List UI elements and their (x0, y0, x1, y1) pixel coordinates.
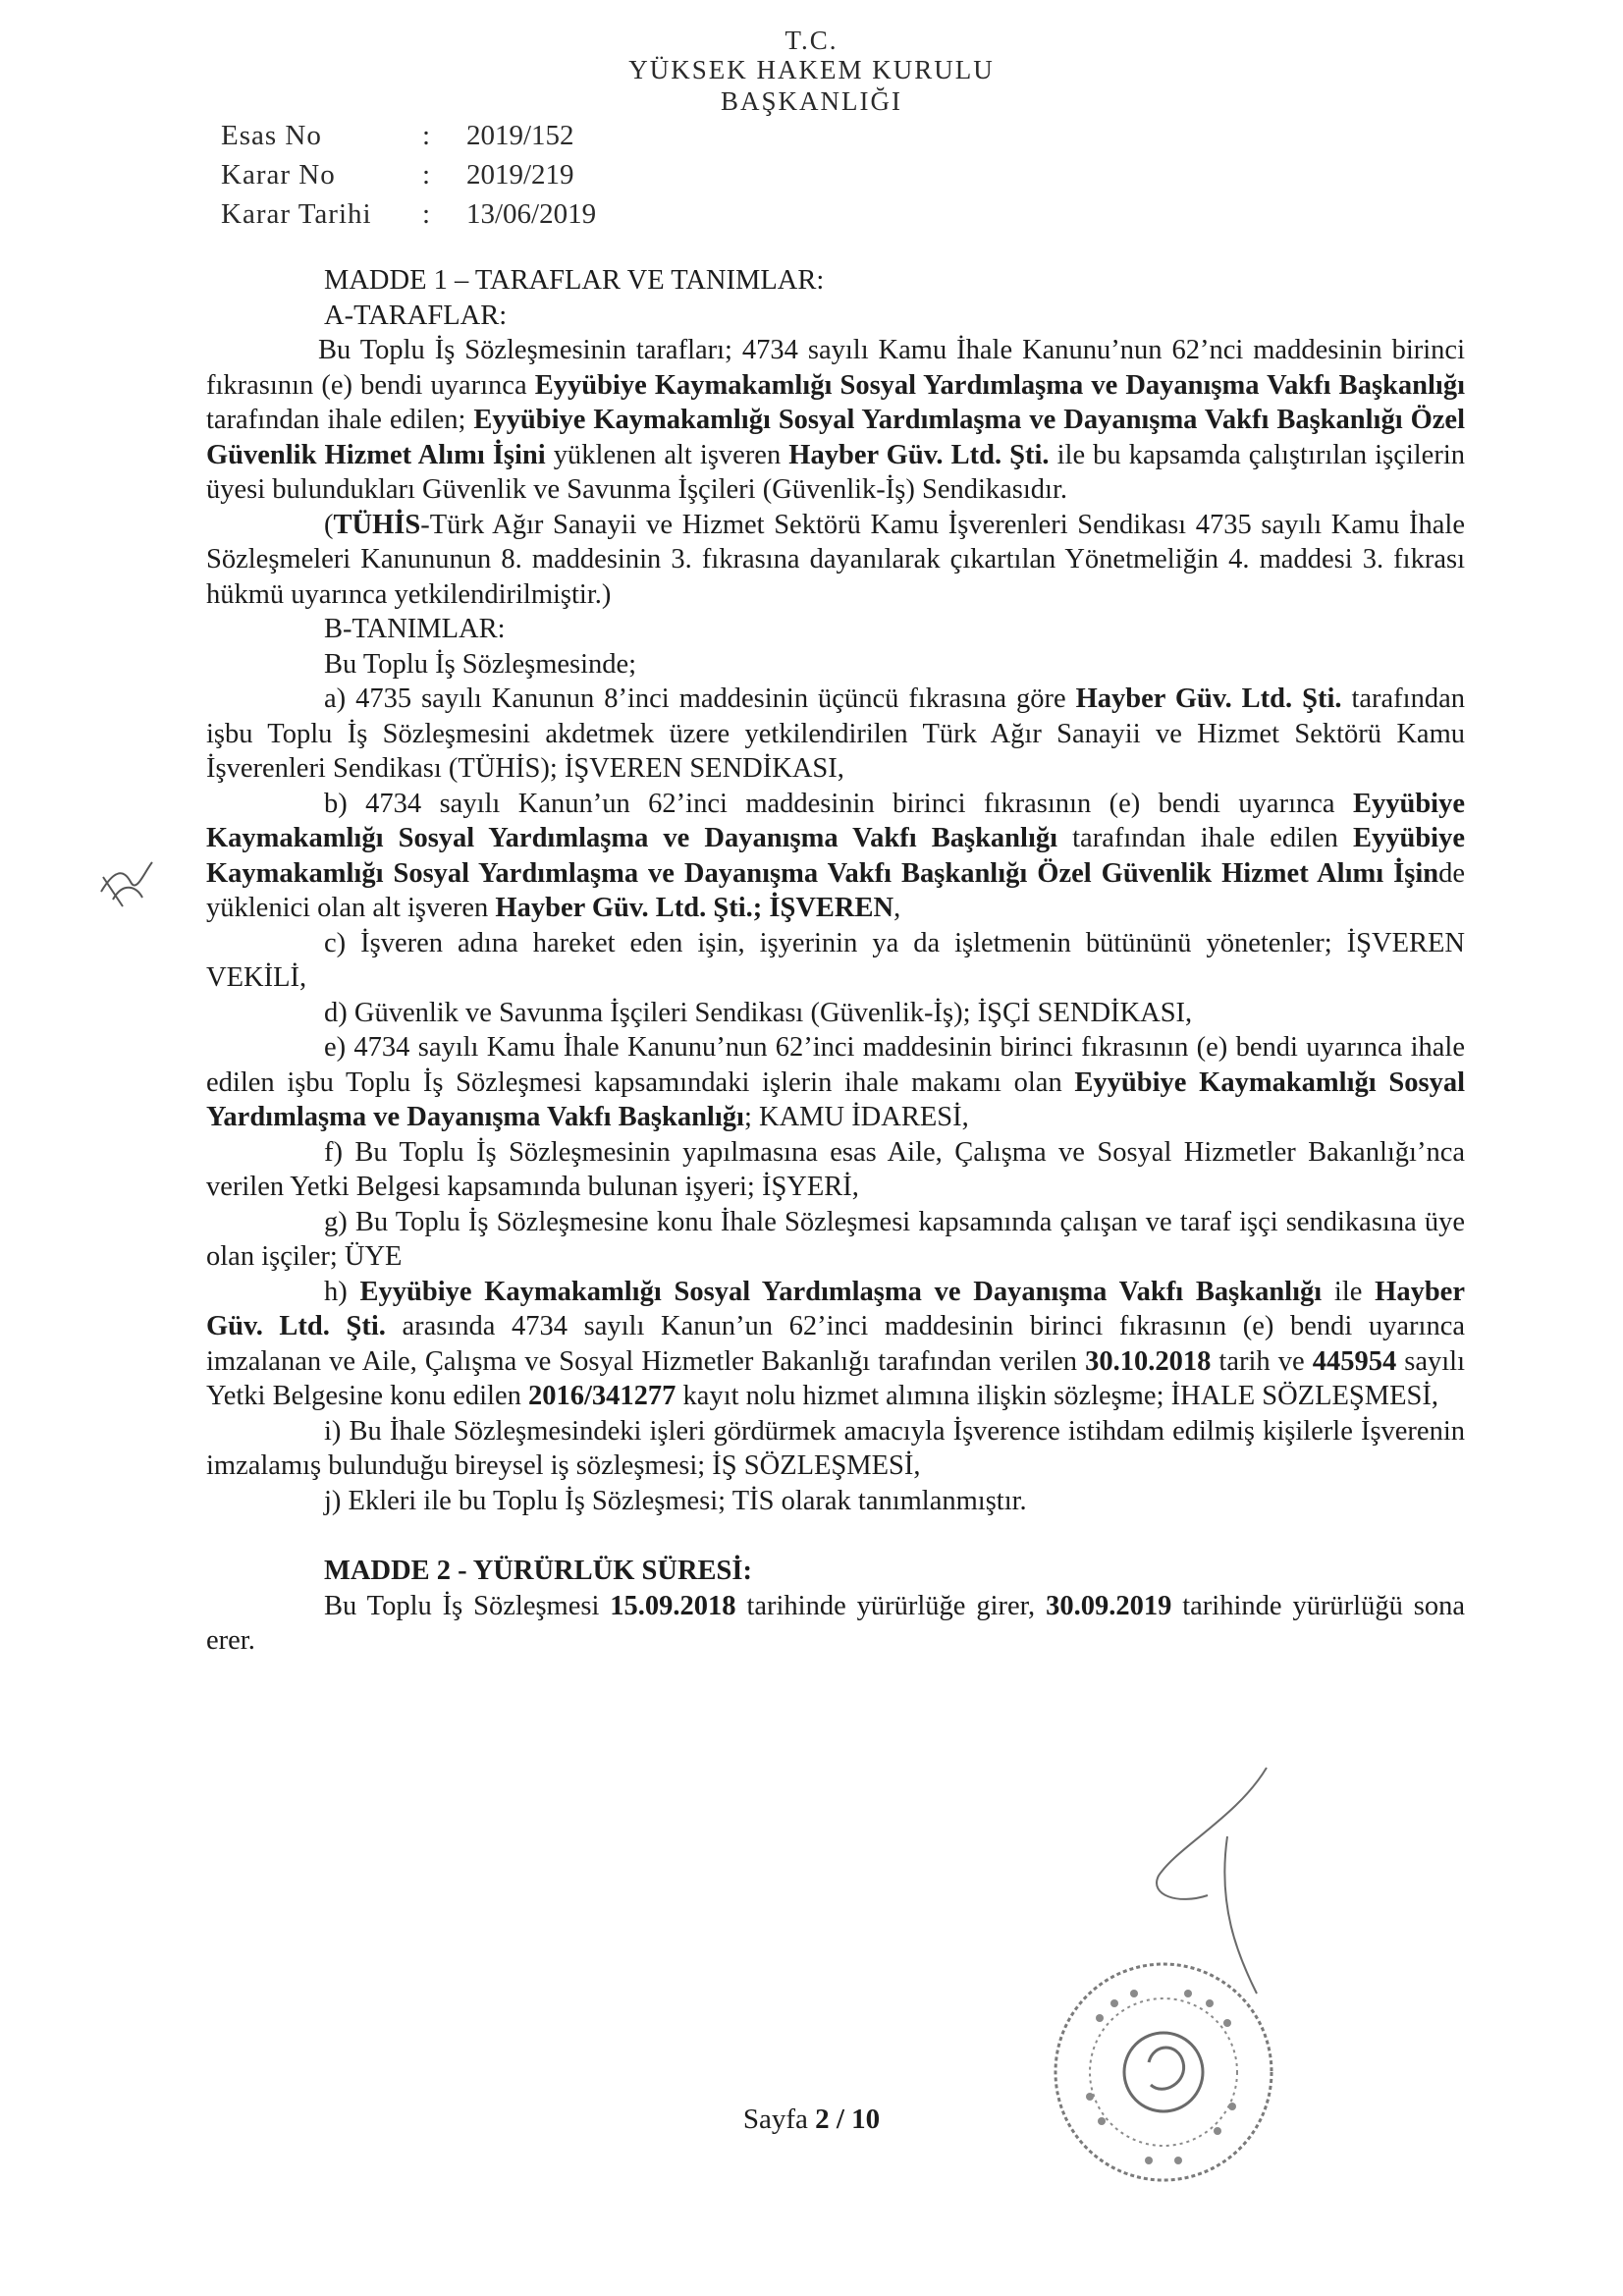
text-run: tarihinde yürürlüğü sona erer. (206, 1590, 1465, 1656)
bold-run: Eyyübiye Kaymakamlığı Sosyal Yardımlaşma ve Dayanışma Vakfı Başkanlığı Özel Güvenlik Hizmet Alımı İşini (206, 405, 1465, 470)
text-run: sayılı Yetki Belgesine konu edilen (206, 1345, 1466, 1411)
meta-value: 2019/152 (466, 120, 574, 151)
current-page: 2 (815, 2104, 830, 2135)
bold-run: Hayber Güv. Ltd. Şti. (788, 439, 1050, 470)
definition-item-e (206, 1030, 1465, 1135)
definition-item-i: i) Bu İhale Sözleşmesindeki işleri gördürmek amacıyla İşverence istihdam edilmiş kişilerle İşverenin imzalamış bulunduğu bireysel iş sözleşmesi; İŞ SÖZLEŞMESİ, (206, 1415, 1465, 1481)
case-meta (221, 116, 596, 234)
meta-label: Karar Tarihi (221, 198, 372, 230)
article-2-heading (206, 1554, 1465, 1589)
text-run: tarafından ihale edilen; (206, 405, 474, 435)
bold-run: 15.09.2018 (610, 1590, 736, 1621)
text-run: arasında 4734 sayılı Kanun’un 62’inci maddesinin birinci fıkrasının (e) bendi uyarınca imzalanan ve Aile, Çalışma ve Sosyal Hizmetler Bakanlığı tarafından verilen (206, 1311, 1465, 1377)
bold-run: Hayber Güv. Ltd. Şti. (206, 1276, 1465, 1341)
text-run: , (893, 893, 901, 923)
definition-item-j: j) Ekleri ile bu Toplu İş Sözleşmesi; TİS olarak tanımlanmıştır. (324, 1485, 1027, 1516)
bold-run: 445954 (1312, 1345, 1397, 1377)
page-separator: / (829, 2104, 852, 2135)
bold-run: 30.09.2019 (1046, 1590, 1172, 1621)
text-run: ile (1322, 1276, 1376, 1307)
bold-run: Hayber Güv. Ltd. Şti.; İŞVEREN (495, 893, 894, 923)
text-run: tarafından işbu Toplu İş Sözleşmesini akdetmek üzere yetkilendirilen Türk Ağır Sanayii ve Hizmet Sektörü Kamu İşverenleri Sendikası (TÜHİS); İŞVEREN SENDİKASI, (206, 683, 1465, 784)
definition-item-f: f) Bu Toplu İş Sözleşmesinin yapılmasına esas Aile, Çalışma ve Sosyal Hizmetler Bakanlığı’nca verilen Yetki Belgesi kapsamında bulunan işyeri; İŞYERİ, (206, 1136, 1465, 1202)
bold-run: TÜHİS (333, 509, 421, 540)
text-run: kayıt nolu hizmet alımına ilişkin sözleşme; İHALE SÖZLEŞMESİ, (676, 1381, 1438, 1411)
total-pages: 10 (851, 2104, 881, 2135)
meta-row-karar (221, 155, 596, 194)
definition-item-a (206, 682, 1465, 787)
text-run: tarihinde yürürlüğe girer, (735, 1590, 1047, 1621)
text-run: ; KAMU İDARESİ, (743, 1102, 969, 1132)
bold-run: Hayber Güv. Ltd. Şti. (1075, 683, 1342, 714)
text-run: ( (324, 509, 334, 540)
definition-item-d: d) Güvenlik ve Savunma İşçileri Sendikası (Güvenlik-İş); İŞÇİ SENDİKASI, (324, 997, 1193, 1028)
meta-row-esas (221, 116, 596, 155)
text-run: -Türk Ağır Sanayii ve Hizmet Sektörü Kamu İşverenleri Sendikası 4735 sayılı Kamu İhale Sözleşmeleri Kanununun 8. maddesinin 3. fıkrasına dayanılarak çıkartılan Yönetmeliğin 4. maddesi 3. fıkrası hükmü uyarınca yetkilendirilmiştir.) (206, 509, 1465, 610)
official-seal-stamp (1041, 1949, 1286, 2195)
article-1-heading (206, 263, 1465, 299)
text-run: b) 4734 sayılı Kanun’un 62’inci maddesinin birinci fıkrasının (e) bendi uyarınca (324, 788, 1353, 819)
header-tc: T.C. (784, 26, 839, 55)
document-body (206, 263, 1465, 1659)
text-run: h) (324, 1276, 360, 1307)
header-department: BAŞKANLIĞI (721, 86, 902, 116)
definition-item-h (206, 1275, 1465, 1414)
meta-label: Karar No (221, 159, 336, 191)
header-institution: YÜKSEK HAKEM KURULU (628, 55, 995, 84)
bold-run: Eyyübiye Kaymakamlığı Sosyal Yardımlaşma ve Dayanışma Vakfı Başkanlığı (206, 788, 1465, 853)
bold-run: Eyyübiye Kaymakamlığı Sosyal Yardımlaşma ve Dayanışma Vakfı Başkanlığı (359, 1276, 1323, 1307)
meta-sep: : (422, 120, 431, 151)
margin-initials-mark (93, 852, 172, 911)
page-label: Sayfa (742, 2104, 816, 2135)
definition-item-b (206, 787, 1465, 926)
text-run: tarih ve (1211, 1345, 1313, 1377)
meta-value: 2019/219 (466, 159, 574, 191)
tuhis-paragraph (206, 508, 1465, 613)
definitions-intro: Bu Toplu İş Sözleşmesinde; (324, 648, 637, 680)
meta-value: 13/06/2019 (466, 198, 597, 230)
text-run: a) 4735 sayılı Kanunun 8’inci maddesinin üçüncü fıkrasına göre (324, 683, 1076, 714)
meta-sep: : (422, 198, 431, 230)
article-1-title: MADDE 1 – TARAFLAR VE TANIMLAR: (324, 265, 825, 296)
bold-run: 2016/341277 (528, 1381, 676, 1411)
bold-run: 30.10.2018 (1085, 1345, 1212, 1377)
definition-item-c: c) İşveren adına hareket eden işin, işyerinin ya da işletmenin bütününü yönetenler; İŞVEREN VEKİLİ, (206, 927, 1465, 993)
text-run: ile bu kapsamda çalıştırılan işçilerin üyesi bulundukları Güvenlik ve Savunma İşçileri (Güvenlik-İş) Sendikasıdır. (206, 439, 1465, 505)
meta-row-tarih (221, 194, 596, 234)
section-b-heading: B-TANIMLAR: (324, 614, 506, 644)
article-2-title: MADDE 2 - YÜRÜRLÜK SÜRESİ: (324, 1556, 752, 1586)
definition-item-g: g) Bu Toplu İş Sözleşmesine konu İhale Sözleşmesi kapsamında çalışan ve taraf işçi sendikasına üye olan işçiler; ÜYE (206, 1206, 1465, 1272)
bold-run: Eyyübiye Kaymakamlığı Sosyal Yardımlaşma ve Dayanışma Vakfı Başkanlığı (206, 1066, 1465, 1132)
text-run: e) 4734 sayılı Kamu İhale Kanunu’nun 62’inci maddesinin birinci fıkrasının (e) bendi uyarınca ihale edilen işbu Toplu İş Sözleşmesi kapsamındaki işlerin ihale makamı olan (206, 1032, 1465, 1098)
text-run: Bu Toplu İş Sözleşmesinin tarafları; 4734 sayılı Kamu İhale Kanunu’nun 62’nci maddesinin birinci fıkrasının (e) bendi uyarınca (206, 335, 1465, 401)
parties-paragraph (206, 333, 1465, 508)
text-run: de yüklenici olan alt işveren (206, 857, 1465, 923)
section-a-heading: A-TARAFLAR: (324, 300, 508, 331)
bold-run: Eyyübiye Kaymakamlığı Sosyal Yardımlaşma ve Dayanışma Vakfı Başkanlığı (534, 369, 1465, 401)
meta-label: Esas No (221, 120, 322, 151)
meta-sep: : (422, 159, 431, 191)
bold-run: Eyyübiye Kaymakamlığı Sosyal Yardımlaşma ve Dayanışma Vakfı Başkanlığı Özel Güvenlik Hizmet Alımı İşin (206, 823, 1465, 889)
text-run: tarafından ihale edilen (1057, 823, 1353, 853)
spacer (206, 1518, 1465, 1554)
term-paragraph (206, 1589, 1465, 1659)
text-run: yüklenen alt işveren (545, 439, 789, 470)
text-run: Bu Toplu İş Sözleşmesi (324, 1590, 611, 1621)
page-number (0, 2104, 1623, 2136)
